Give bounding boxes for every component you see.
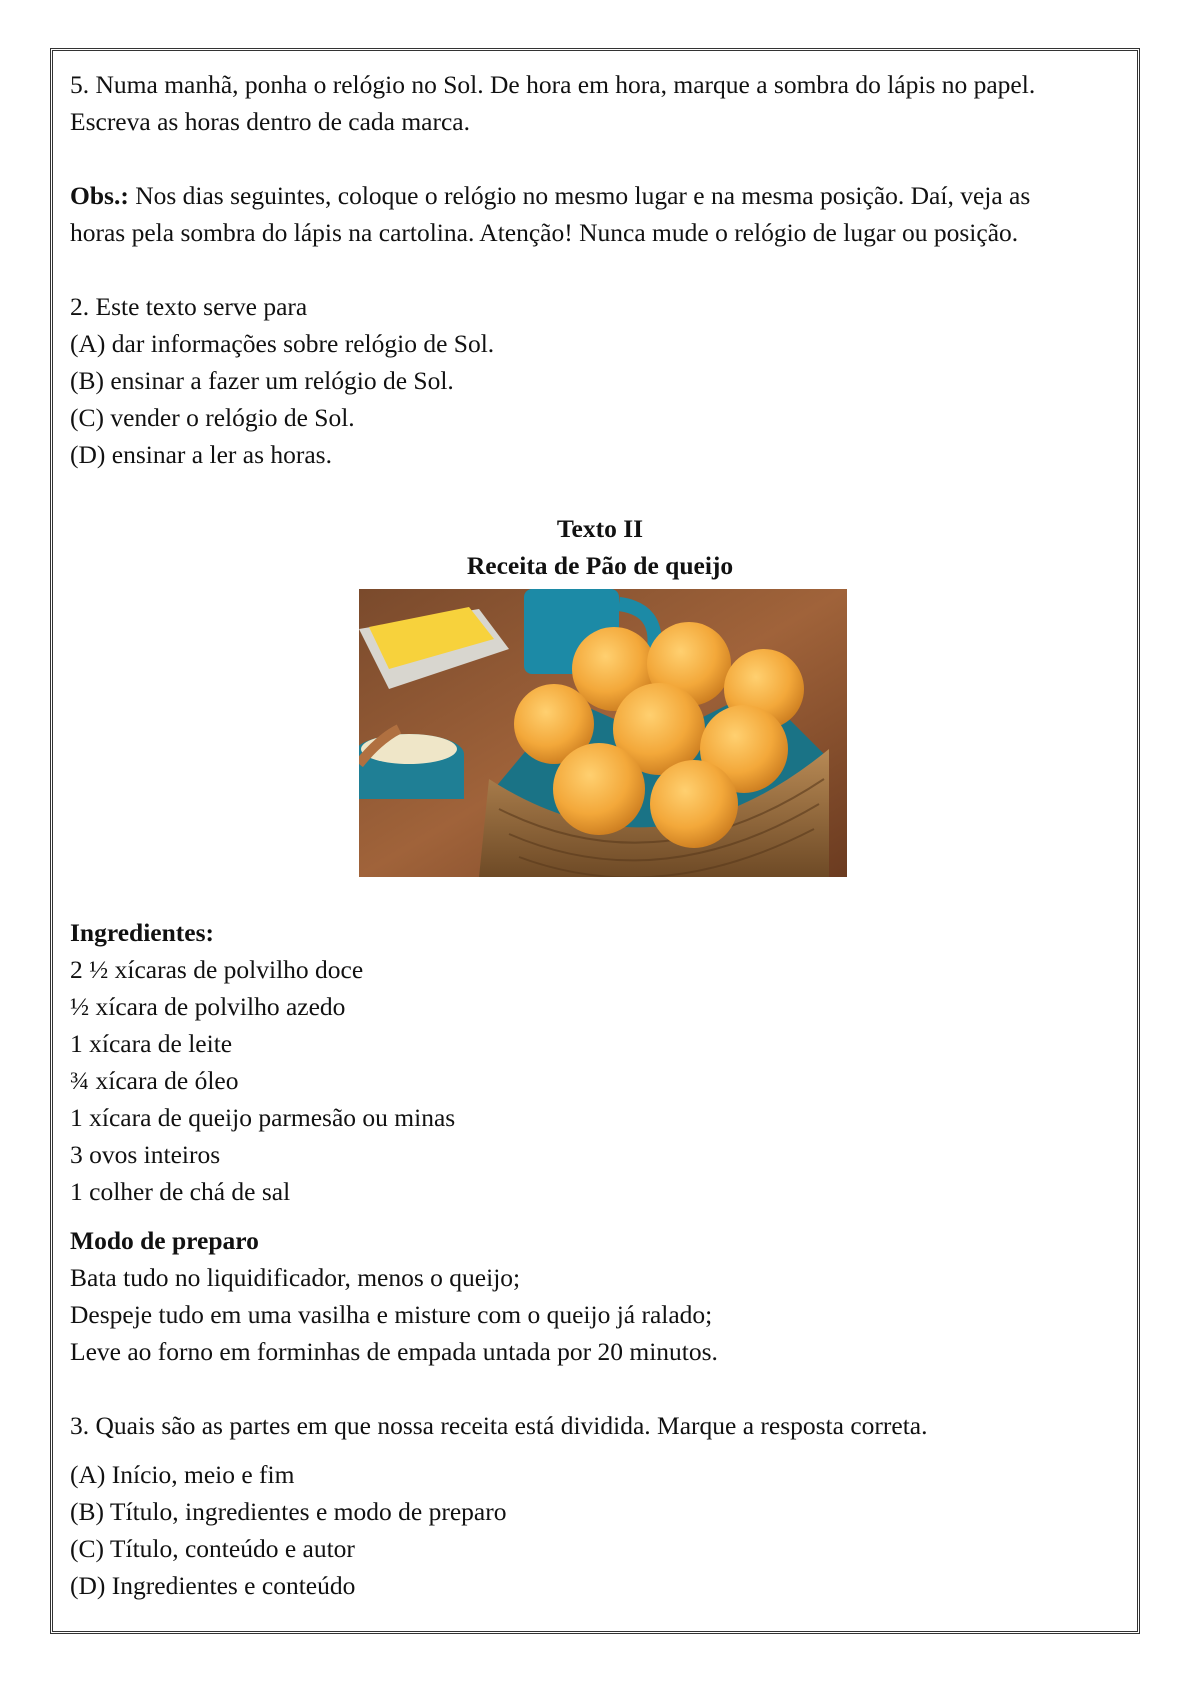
question-3-prompt: 3. Quais são as partes em que nossa receita está dividida. Marque a resposta correta.: [70, 1411, 928, 1440]
observation-label: Obs.:: [70, 181, 129, 210]
step-5-line-2: Escreva as horas dentro de cada marca.: [70, 107, 470, 136]
texto-2-heading: Texto II: [556, 514, 644, 543]
worksheet-content: [70, 66, 1130, 1604]
ingredient-item: ½ xícara de polvilho azedo: [70, 992, 346, 1021]
ingredient-item: 1 colher de chá de sal: [70, 1177, 291, 1206]
preparation-step: Despeje tudo em uma vasilha e misture com o queijo já ralado;: [70, 1300, 713, 1329]
ingredient-item: ¾ xícara de óleo: [70, 1066, 239, 1095]
question-3-option-c[interactable]: (C) Título, conteúdo e autor: [70, 1534, 355, 1563]
question-2-option-d[interactable]: (D) ensinar a ler as horas.: [70, 440, 332, 469]
question-2-prompt: 2. Este texto serve para: [70, 292, 308, 321]
step-5-line-1: 5. Numa manhã, ponha o relógio no Sol. De hora em hora, marque a sombra do lápis no papel.: [70, 70, 1036, 99]
preparation-step: Leve ao forno em forminhas de empada untada por 20 minutos.: [70, 1337, 718, 1366]
observation-line-2: horas pela sombra do lápis na cartolina. Atenção! Nunca mude o relógio de lugar ou posição.: [70, 218, 1019, 247]
observation-line-1: [70, 177, 1130, 214]
question-3-option-d[interactable]: (D) Ingredientes e conteúdo: [70, 1571, 356, 1600]
recipe-title: Receita de Pão de queijo: [466, 551, 734, 580]
question-2-option-b[interactable]: (B) ensinar a fazer um relógio de Sol.: [70, 366, 454, 395]
question-2-option-a[interactable]: (A) dar informações sobre relógio de Sol.: [70, 329, 495, 358]
ingredient-item: 1 xícara de queijo parmesão ou minas: [70, 1103, 456, 1132]
ingredient-item: 2 ½ xícaras de polvilho doce: [70, 955, 364, 984]
preparation-heading: Modo de preparo: [70, 1226, 259, 1255]
question-2-option-c[interactable]: (C) vender o relógio de Sol.: [70, 403, 355, 432]
preparation-step: Bata tudo no liquidificador, menos o queijo;: [70, 1263, 521, 1292]
ingredients-heading: Ingredientes:: [70, 918, 215, 947]
ingredient-item: 1 xícara de leite: [70, 1029, 233, 1058]
question-3-option-a[interactable]: (A) Início, meio e fim: [70, 1460, 295, 1489]
question-3-option-b[interactable]: (B) Título, ingredientes e modo de preparo: [70, 1497, 507, 1526]
pao-de-queijo-photo: [359, 589, 847, 877]
ingredient-item: 3 ovos inteiros: [70, 1140, 221, 1169]
observation-text: Nos dias seguintes, coloque o relógio no mesmo lugar e na mesma posição. Daí, veja as: [128, 181, 1031, 210]
